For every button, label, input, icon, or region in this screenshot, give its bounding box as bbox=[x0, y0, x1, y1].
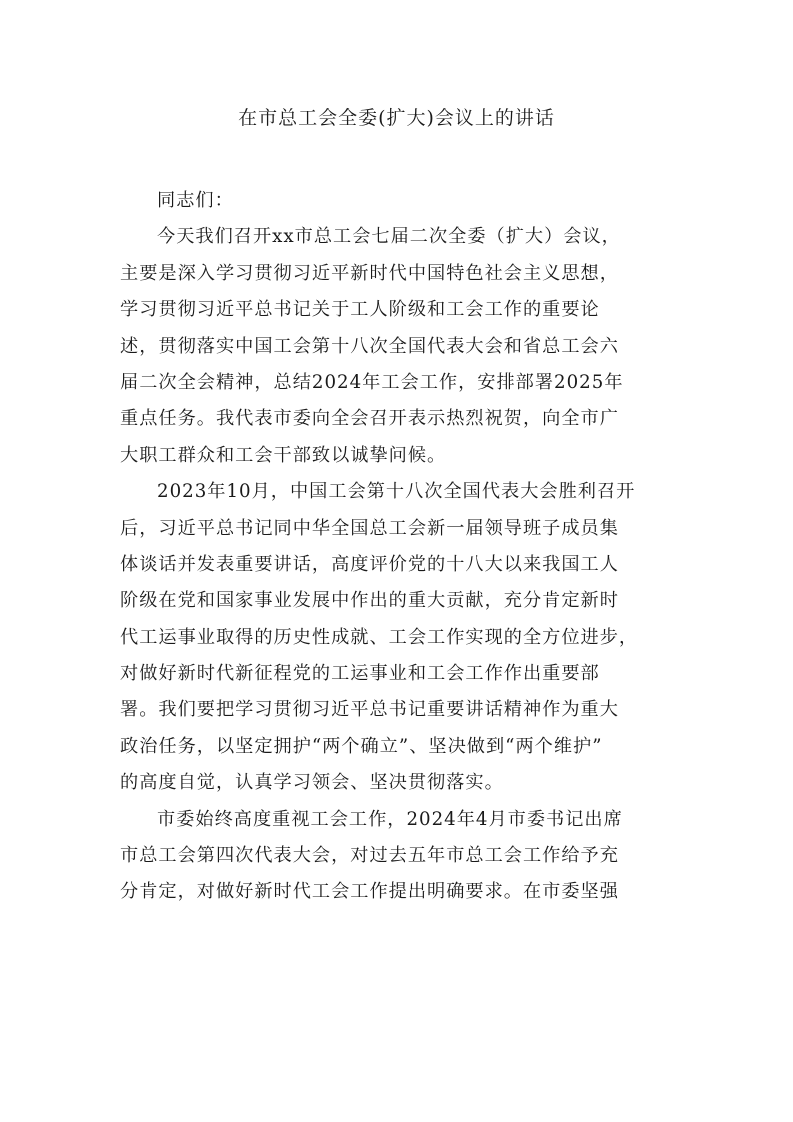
text-line: 署。我们要把学习贯彻习近平总书记重要讲话精神作为重大 bbox=[120, 699, 619, 721]
text-line: 分肯定，对做好新时代工会工作提出明确要求。在市委坚强 bbox=[120, 881, 619, 903]
document-title: 在市总工会全委(扩大)会议上的讲话 bbox=[238, 107, 555, 129]
text-line: 2023年10月，中国工会第十八次全国代表大会胜利召开 bbox=[157, 481, 636, 503]
text-line: 今天我们召开xx市总工会七届二次全委（扩大）会议， bbox=[157, 226, 621, 248]
text-line: 市总工会第四次代表大会，对过去五年市总工会工作给予充 bbox=[120, 845, 619, 867]
text-line: 主要是深入学习贯彻习近平新时代中国特色社会主义思想， bbox=[120, 262, 619, 284]
text-line: 学习贯彻习近平总书记关于工人阶级和工会工作的重要论 bbox=[120, 299, 600, 321]
text-line: 的高度自觉，认真学习领会、坚决贯彻落实。 bbox=[120, 772, 504, 794]
text-line: 体谈话并发表重要讲话，高度评价党的十八大以来我国工人 bbox=[120, 553, 619, 575]
text-line: 届二次全会精神，总结2024年工会工作，安排部署2025年 bbox=[120, 371, 624, 393]
text-line: 阶级在党和国家事业发展中作出的重大贡献，充分肯定新时 bbox=[120, 590, 619, 612]
text-line: 代工运事业取得的历史性成就、工会工作实现的全方位进步， bbox=[120, 626, 639, 648]
text-line: 政治任务，以坚定拥护“两个确立”、坚决做到“两个维护” bbox=[120, 735, 603, 757]
text-line: 述，贯彻落实中国工会第十八次全国代表大会和省总工会六 bbox=[120, 335, 619, 357]
text-line: 同志们： bbox=[157, 190, 234, 211]
text-line: 后，习近平总书记同中华全国总工会新一届领导班子成员集 bbox=[120, 517, 619, 539]
text-line: 市委始终高度重视工会工作，2024年4月市委书记出席 bbox=[157, 808, 623, 830]
text-line: 重点任务。我代表市委向全会召开表示热烈祝贺，向全市广 bbox=[120, 408, 619, 430]
document-body bbox=[120, 183, 680, 911]
text-line: 大职工群众和工会干部致以诚挚问候。 bbox=[120, 444, 447, 466]
text-line: 对做好新时代新征程党的工运事业和工会工作作出重要部 bbox=[120, 663, 600, 685]
